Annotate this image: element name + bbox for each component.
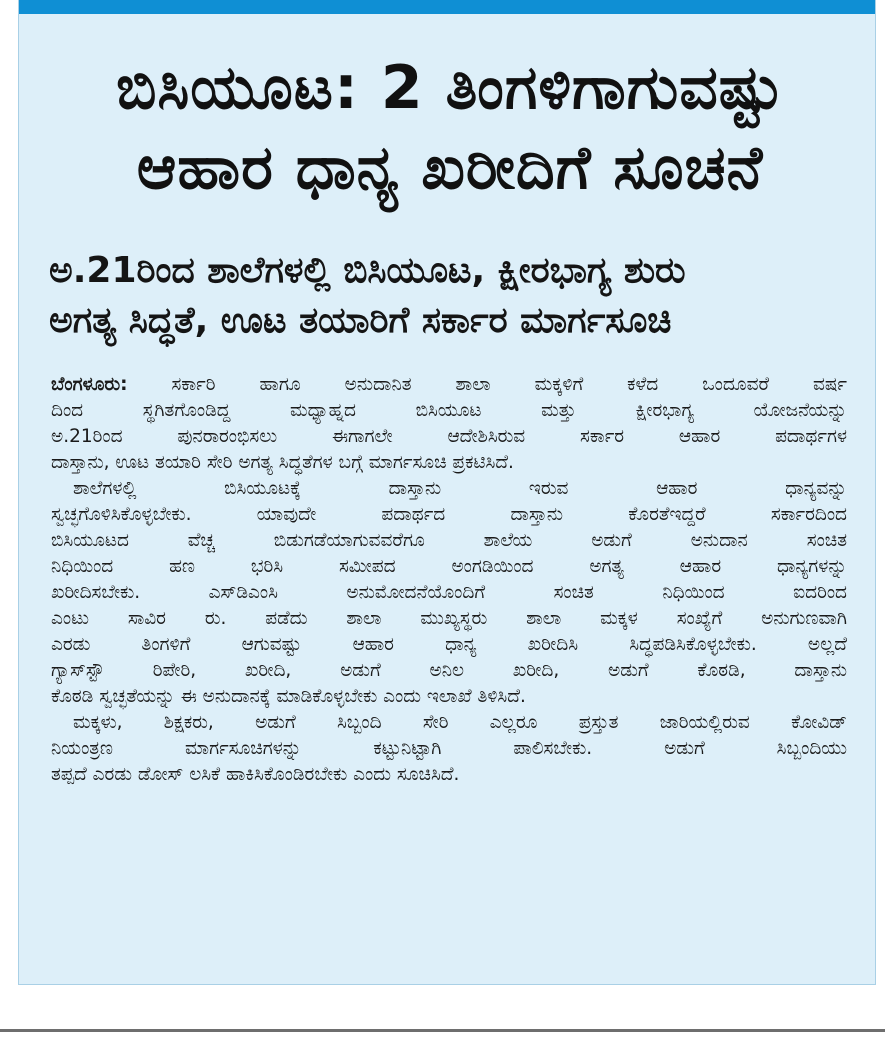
body-line: ಖರೀದಿಸಬೇಕು. ಎಸ್‌ಡಿಎಂಸಿ ಅನುಮೋದನೆಯೊಂದಿಗೆ ಸಂಚಿತ ನಿಧಿಯಿಂದ ಐದರಿಂದ: [51, 582, 847, 603]
body-line: ಶಾಲೆಗಳಲ್ಲಿ ಬಿಸಿಯೂಟಕ್ಕೆ ದಾಸ್ತಾನು ಇರುವ ಆಹಾರ ಧಾನ್ಯವನ್ನು: [73, 478, 847, 499]
body-line: ನಿಯಂತ್ರಣ ಮಾರ್ಗಸೂಚಿಗಳನ್ನು ಕಟ್ಟುನಿಟ್ಟಾಗಿ ಪಾಲಿಸಬೇಕು. ಅಡುಗೆ ಸಿಬ್ಬಂದಿಯು: [51, 738, 847, 759]
subheadline-line-1: ಅ.21ರಿಂದ ಶಾಲೆಗಳಲ್ಲಿ ಬಿಸಿಯೂಟ, ಕ್ಷೀರಭಾಗ್ಯ ಶುರು: [49, 250, 686, 291]
top-color-bar: [19, 0, 875, 14]
article-body: [51, 372, 847, 788]
headline-line-2: ಆಹಾರ ಧಾನ್ಯ ಖರೀದಿಗೆ ಸೂಚನೆ: [136, 133, 764, 203]
headline: [55, 48, 845, 208]
body-line: ನಿಧಿಯಿಂದ ಹಣ ಭರಿಸಿ ಸಮೀಪದ ಅಂಗಡಿಯಿಂದ ಅಗತ್ಯ ಆಹಾರ ಧಾನ್ಯಗಳನ್ನು: [51, 556, 847, 577]
body-line: ಕೊಠಡಿ ಸ್ವಚ್ಛತೆಯನ್ನು ಈ ಅನುದಾನಕ್ಕೆ ಮಾಡಿಕೊಳ್ಳಬೇಕು ಎಂದು ಇಲಾಖೆ ತಿಳಿಸಿದೆ.: [51, 686, 526, 707]
body-line: [51, 372, 847, 398]
body-line: ಎರಡು ತಿಂಗಳಿಗೆ ಆಗುವಷ್ಟು ಆಹಾರ ಧಾನ್ಯ ಖರೀದಿಸಿ ಸಿದ್ಧಪಡಿಸಿಕೊಳ್ಳಬೇಕು. ಅಲ್ಲದೆ: [51, 634, 847, 655]
body-line: ದಾಸ್ತಾನು, ಊಟ ತಯಾರಿ ಸೇರಿ ಅಗತ್ಯ ಸಿದ್ಧತೆಗಳ ಬಗ್ಗೆ ಮಾರ್ಗಸೂಚಿ ಪ್ರಕಟಿಸಿದೆ.: [51, 452, 514, 473]
body-line: ತಪ್ಪದೆ ಎರಡು ಡೋಸ್ ಲಸಿಕೆ ಹಾಕಿಸಿಕೊಂಡಿರಬೇಕು ಎಂದು ಸೂಚಿಸಿದೆ.: [51, 764, 460, 785]
subheadline-line-2: ಅಗತ್ಯ ಸಿದ್ಧತೆ, ಊಟ ತಯಾರಿಗೆ ಸರ್ಕಾರ ಮಾರ್ಗಸೂಚಿ: [49, 300, 672, 341]
body-line: ಅ.21ರಿಂದ ಪುನರಾರಂಭಿಸಲು ಈಗಾಗಲೇ ಆದೇಶಿಸಿರುವ ಸರ್ಕಾರ ಆಹಾರ ಪದಾರ್ಥಗಳ: [51, 426, 847, 447]
body-line-text: ಸರ್ಕಾರಿ ಹಾಗೂ ಅನುದಾನಿತ ಶಾಲಾ ಮಕ್ಕಳಿಗೆ ಕಳೆದ ಒಂದೂವರೆ ವರ್ಷ: [171, 374, 847, 395]
headline-line-1: ಬಿಸಿಯೂಟ: 2 ತಿಂಗಳಿಗಾಗುವಷ್ಟು: [116, 53, 784, 123]
news-clipping: [18, 0, 876, 985]
subheadline: [49, 246, 849, 346]
bottom-divider: [0, 1029, 885, 1032]
body-line: ಎಂಟು ಸಾವಿರ ರು. ಪಡೆದು ಶಾಲಾ ಮುಖ್ಯಸ್ಥರು ಶಾಲಾ ಮಕ್ಕಳ ಸಂಖ್ಯೆಗೆ ಅನುಗುಣವಾಗಿ: [51, 608, 847, 629]
body-line: ಗ್ಯಾಸ್‌ಸ್ಟೌ ರಿಪೇರಿ, ಖರೀದಿ, ಅಡುಗೆ ಅನಿಲ ಖರೀದಿ, ಅಡುಗೆ ಕೊಠಡಿ, ದಾಸ್ತಾನು: [51, 660, 847, 681]
body-line: ದಿಂದ ಸ್ಥಗಿತಗೊಂಡಿದ್ದ ಮಧ್ಯಾಹ್ನದ ಬಿಸಿಯೂಟ ಮತ್ತು ಕ್ಷೀರಭಾಗ್ಯ ಯೋಜನೆಯನ್ನು: [51, 400, 847, 421]
dateline: ಬೆಂಗಳೂರು:: [51, 374, 128, 395]
body-line: ಸ್ವಚ್ಛಗೊಳಿಸಿಕೊಳ್ಳಬೇಕು. ಯಾವುದೇ ಪದಾರ್ಥದ ದಾಸ್ತಾನು ಕೊರತೆಇದ್ದರೆ ಸರ್ಕಾರದಿಂದ: [51, 504, 847, 525]
body-line: ಬಿಸಿಯೂಟದ ವೆಚ್ಚ ಬಿಡುಗಡೆಯಾಗುವವರೆಗೂ ಶಾಲೆಯ ಅಡುಗೆ ಅನುದಾನ ಸಂಚಿತ: [51, 530, 847, 551]
body-line: ಮಕ್ಕಳು, ಶಿಕ್ಷಕರು, ಅಡುಗೆ ಸಿಬ್ಬಂದಿ ಸೇರಿ ಎಲ್ಲರೂ ಪ್ರಸ್ತುತ ಜಾರಿಯಲ್ಲಿರುವ ಕೋವಿಡ್: [73, 712, 847, 733]
